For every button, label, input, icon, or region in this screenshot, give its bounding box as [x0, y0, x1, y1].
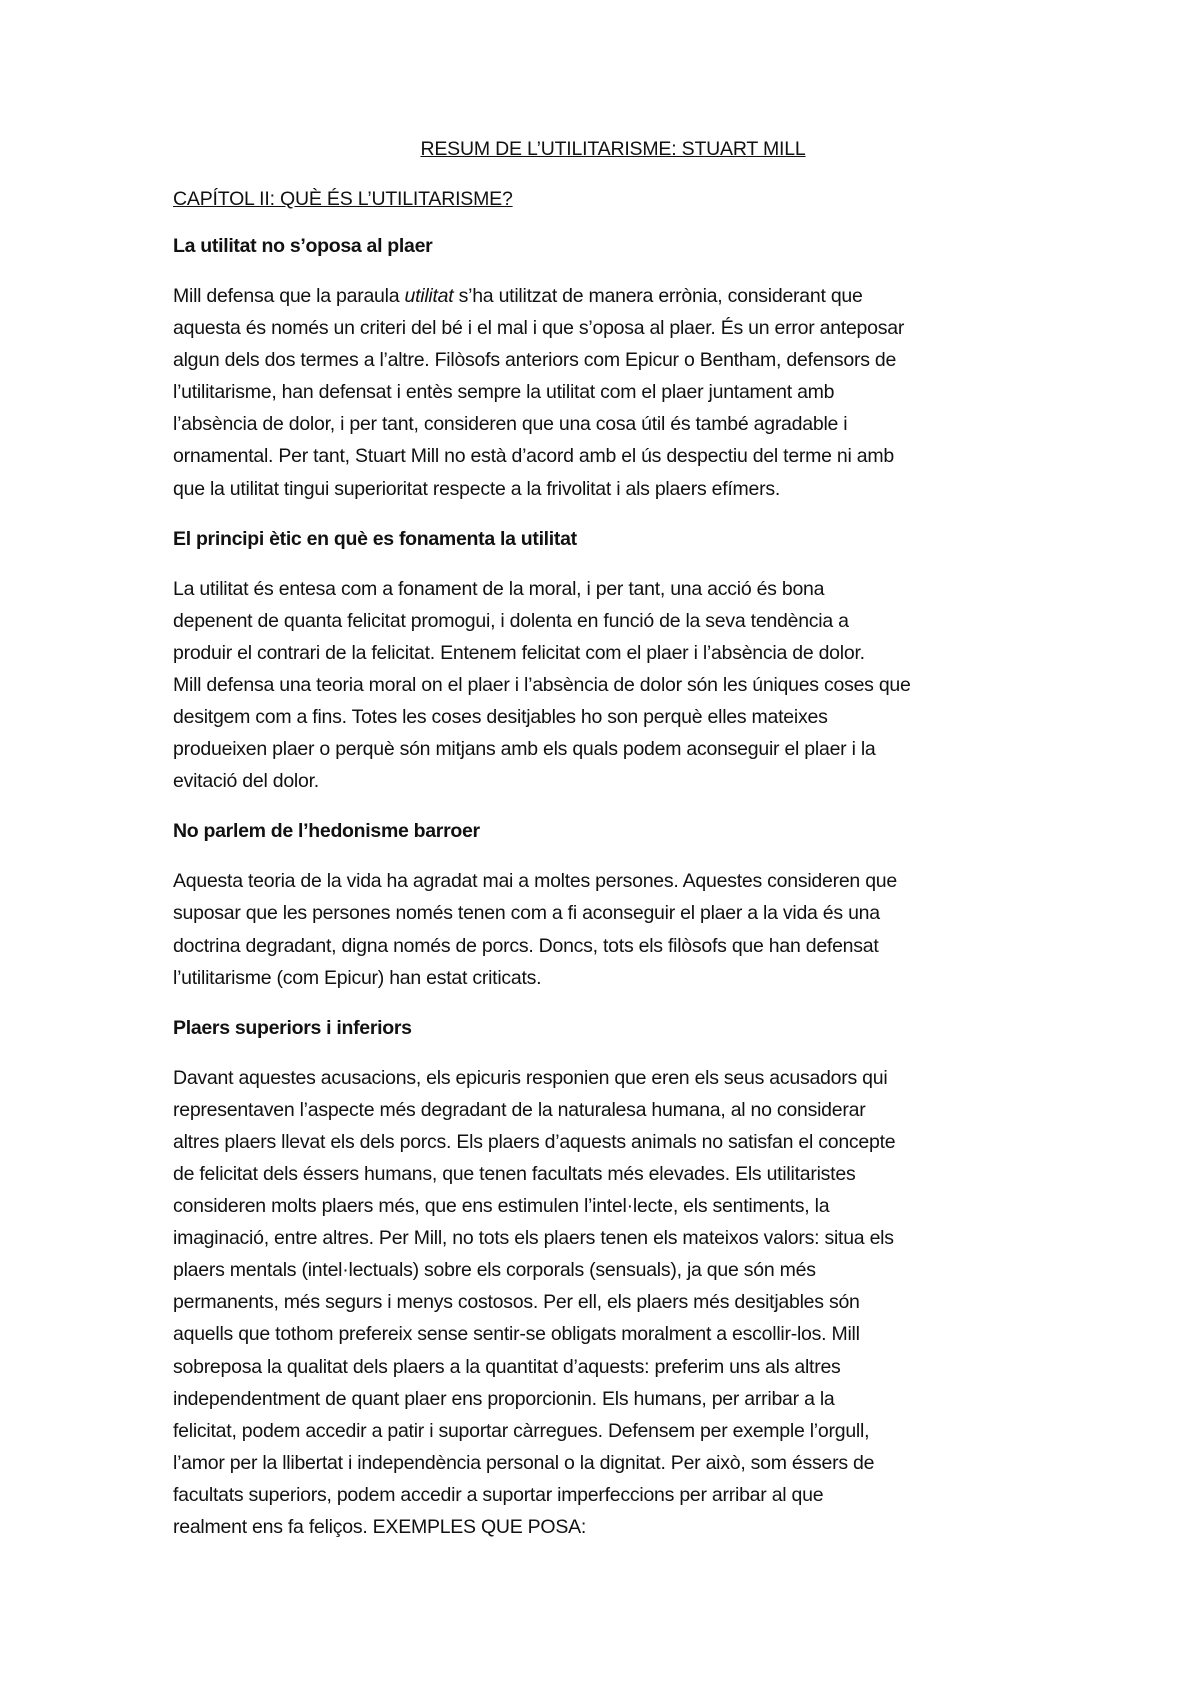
text-line: suposar que les persones només tenen com a fi aconseguir el plaer a la vida és una	[173, 902, 880, 925]
text-line: l’utilitarisme (com Epicur) han estat criticats.	[173, 966, 542, 989]
text-line	[173, 280, 1053, 312]
text-line: sobreposa la qualitat dels plaers a la quantitat d’aquests: preferim uns als altres	[173, 1355, 841, 1378]
text-line: depenent de quanta felicitat promogui, i dolenta en funció de la seva tendència a	[173, 609, 849, 632]
text-line: evitació del dolor.	[173, 770, 319, 793]
text-line: Mill defensa una teoria moral on el plaer i l’absència de dolor són les úniques coses que	[173, 673, 911, 696]
text-line: felicitat, podem accedir a patir i suportar càrregues. Defensem per exemple l’orgull,	[173, 1419, 870, 1442]
section-paragraph	[173, 573, 1053, 798]
text-line: aquells que tothom prefereix sense sentir-se obligats moralment a escollir-los. Mill	[173, 1323, 860, 1346]
text-line: realment ens fa feliços. EXEMPLES QUE POSA:	[173, 1516, 587, 1538]
text-segment: Mill defensa que la paraula	[173, 285, 400, 307]
text-line: aquesta és només un criteri del bé i el mal i que s’oposa al plaer. És un error anteposar	[173, 317, 905, 340]
text-line: Davant aquestes acusacions, els epicuris responien que eren els seus acusadors qui	[173, 1066, 888, 1089]
text-line: produeixen plaer o perquè són mitjans amb els quals podem aconseguir el plaer i la	[173, 738, 876, 761]
text-line: consideren molts plaers més, que ens estimulen l’intel·lecte, els sentiments, la	[173, 1195, 830, 1218]
section-heading: No parlem de l’hedonisme barroer	[173, 820, 480, 843]
text-line: imaginació, entre altres. Per Mill, no tots els plaers tenen els mateixos valors: situa els	[173, 1227, 894, 1250]
section-heading: El principi ètic en què es fonamenta la utilitat	[173, 527, 577, 550]
text-line: ornamental. Per tant, Stuart Mill no està d’acord amb el ús despectiu del terme ni amb	[173, 445, 894, 468]
text-line: que la utilitat tingui superioritat respecte a la frivolitat i als plaers efímers.	[173, 477, 781, 500]
text-line: independentment de quant plaer ens proporcionin. Els humans, per arribar a la	[173, 1387, 835, 1410]
section-paragraph	[173, 280, 1053, 505]
section-heading: Plaers superiors i inferiors	[173, 1016, 412, 1039]
text-line: desitgem com a fins. Totes les coses desitjables ho son perquè elles mateixes	[173, 706, 828, 729]
text-line: Aquesta teoria de la vida ha agradat mai a moltes persones. Aquestes consideren que	[173, 870, 897, 893]
text-line: plaers mentals (intel·lectuals) sobre els corporals (sensuals), ja que són més	[173, 1259, 816, 1282]
document-title: RESUM DE L’UTILITARISME: STUART MILL	[420, 138, 806, 160]
emphasized-term: utilitat	[404, 285, 454, 307]
text-line: representaven l’aspecte més degradant de la naturalesa humana, al no considerar	[173, 1098, 866, 1121]
text-segment: s’ha utilitzat de manera errònia, considerant que	[458, 285, 863, 307]
text-line: permanents, més segurs i menys costosos. Per ell, els plaers més desitjables són	[173, 1291, 860, 1314]
document-content	[173, 136, 1053, 1543]
text-line: l’absència de dolor, i per tant, consideren que una cosa útil és també agradable i	[173, 413, 848, 436]
section-paragraph	[173, 865, 1053, 993]
section-heading: La utilitat no s’oposa al plaer	[173, 235, 433, 257]
section-paragraph	[173, 1062, 1053, 1543]
text-line: facultats superiors, podem accedir a suportar imperfeccions per arribar al que	[173, 1483, 824, 1506]
text-line: l’amor per la llibertat i independència personal o la dignitat. Per això, som éssers de	[173, 1451, 875, 1474]
text-line: algun dels dos termes a l’altre. Filòsofs anteriors com Epicur o Bentham, defensors de	[173, 349, 897, 372]
text-line: de felicitat dels éssers humans, que tenen facultats més elevades. Els utilitaristes	[173, 1162, 856, 1185]
text-line: produir el contrari de la felicitat. Entenem felicitat com el plaer i l’absència de dolor.	[173, 641, 865, 664]
text-line: La utilitat és entesa com a fonament de la moral, i per tant, una acció és bona	[173, 577, 825, 600]
text-line: altres plaers llevat els dels porcs. Els plaers d’aquests animals no satisfan el concepte	[173, 1130, 896, 1153]
text-line: doctrina degradant, digna només de porcs. Doncs, tots els filòsofs que han defensat	[173, 934, 879, 957]
text-line: l’utilitarisme, han defensat i entès sempre la utilitat com el plaer juntament amb	[173, 381, 835, 404]
chapter-heading: CAPÍTOL II: QUÈ ÉS L’UTILITARISME?	[173, 188, 513, 210]
